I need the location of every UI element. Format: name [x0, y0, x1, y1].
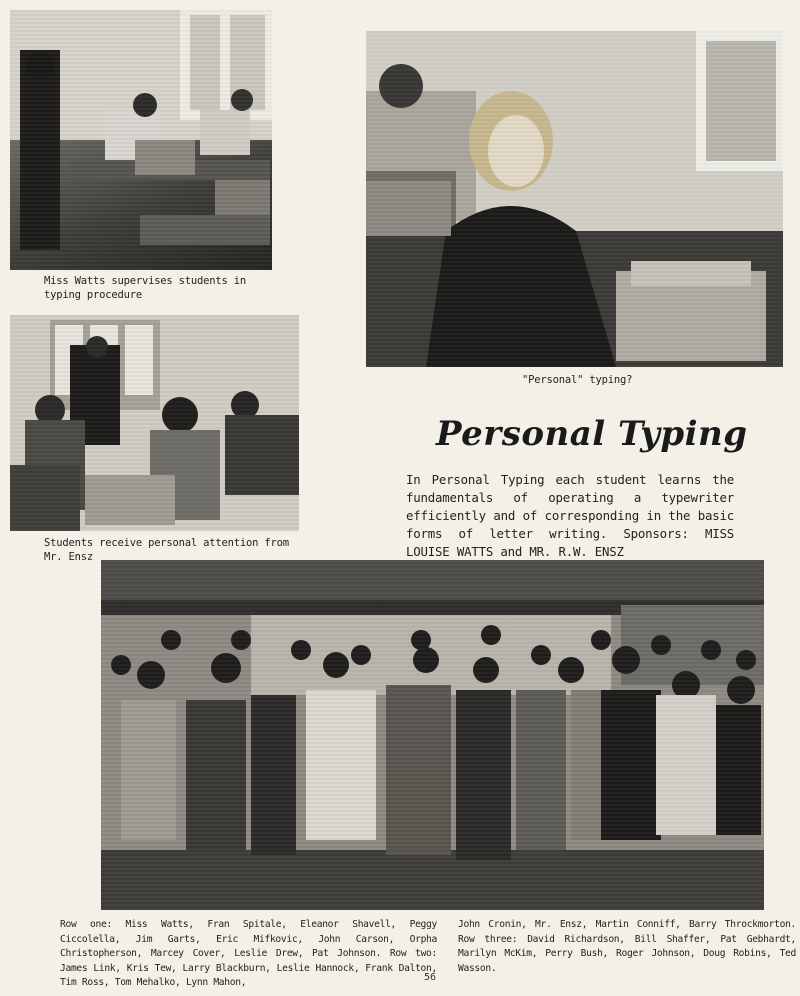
photo-personal-typing	[366, 31, 783, 367]
group-photo-graphic	[101, 560, 764, 910]
caption-typing-supervision: Miss Watts supervises students in typing procedure	[44, 275, 247, 301]
photo-typing-supervision	[10, 10, 272, 270]
group-caption-left: Row one: Miss Watts, Fran Spitale, Eleanor Shavell, Peggy Ciccolella, Jim Garts, Eric Mifkovic, John Carson, Orpha Christopherson, Marcey Cover, Leslie Drew, Pat Johnson. Row two: James Link, Kris Tew, Larry Blackburn, Leslie Hannock, Frank Dalton, Tim Ross, Tom Mehalko, Lynn Mahon,	[60, 919, 437, 988]
page-number: 56	[424, 972, 437, 983]
girl-typing-photo-graphic	[366, 31, 783, 367]
photo-personal-attention	[10, 315, 299, 531]
classroom-photo-graphic	[10, 10, 272, 270]
caption-personal-typing: "Personal" typing?	[522, 374, 633, 386]
photo-group	[101, 560, 764, 910]
article-title: Personal Typing	[436, 414, 748, 454]
group-caption-right: John Cronin, Mr. Ensz, Martin Conniff, Barry Throckmorton. Row three: David Richardson, Bill Shaffer, Pat Gebhardt, Marilyn McKim, Perry Bush, Roger Johnson, Doug Robins, Ted Wasson.	[458, 919, 796, 974]
caption-personal-attention: Students receive personal attention from Mr. Ensz	[44, 537, 289, 563]
article-body: In Personal Typing each student learns the fundamentals of operating a typewriter efficiently and of corresponding in the basic forms of letter writing. Sponsors: MISS LOUISE WATTS and MR. R.W. ENSZ	[406, 472, 734, 559]
attention-photo-graphic	[10, 315, 299, 531]
